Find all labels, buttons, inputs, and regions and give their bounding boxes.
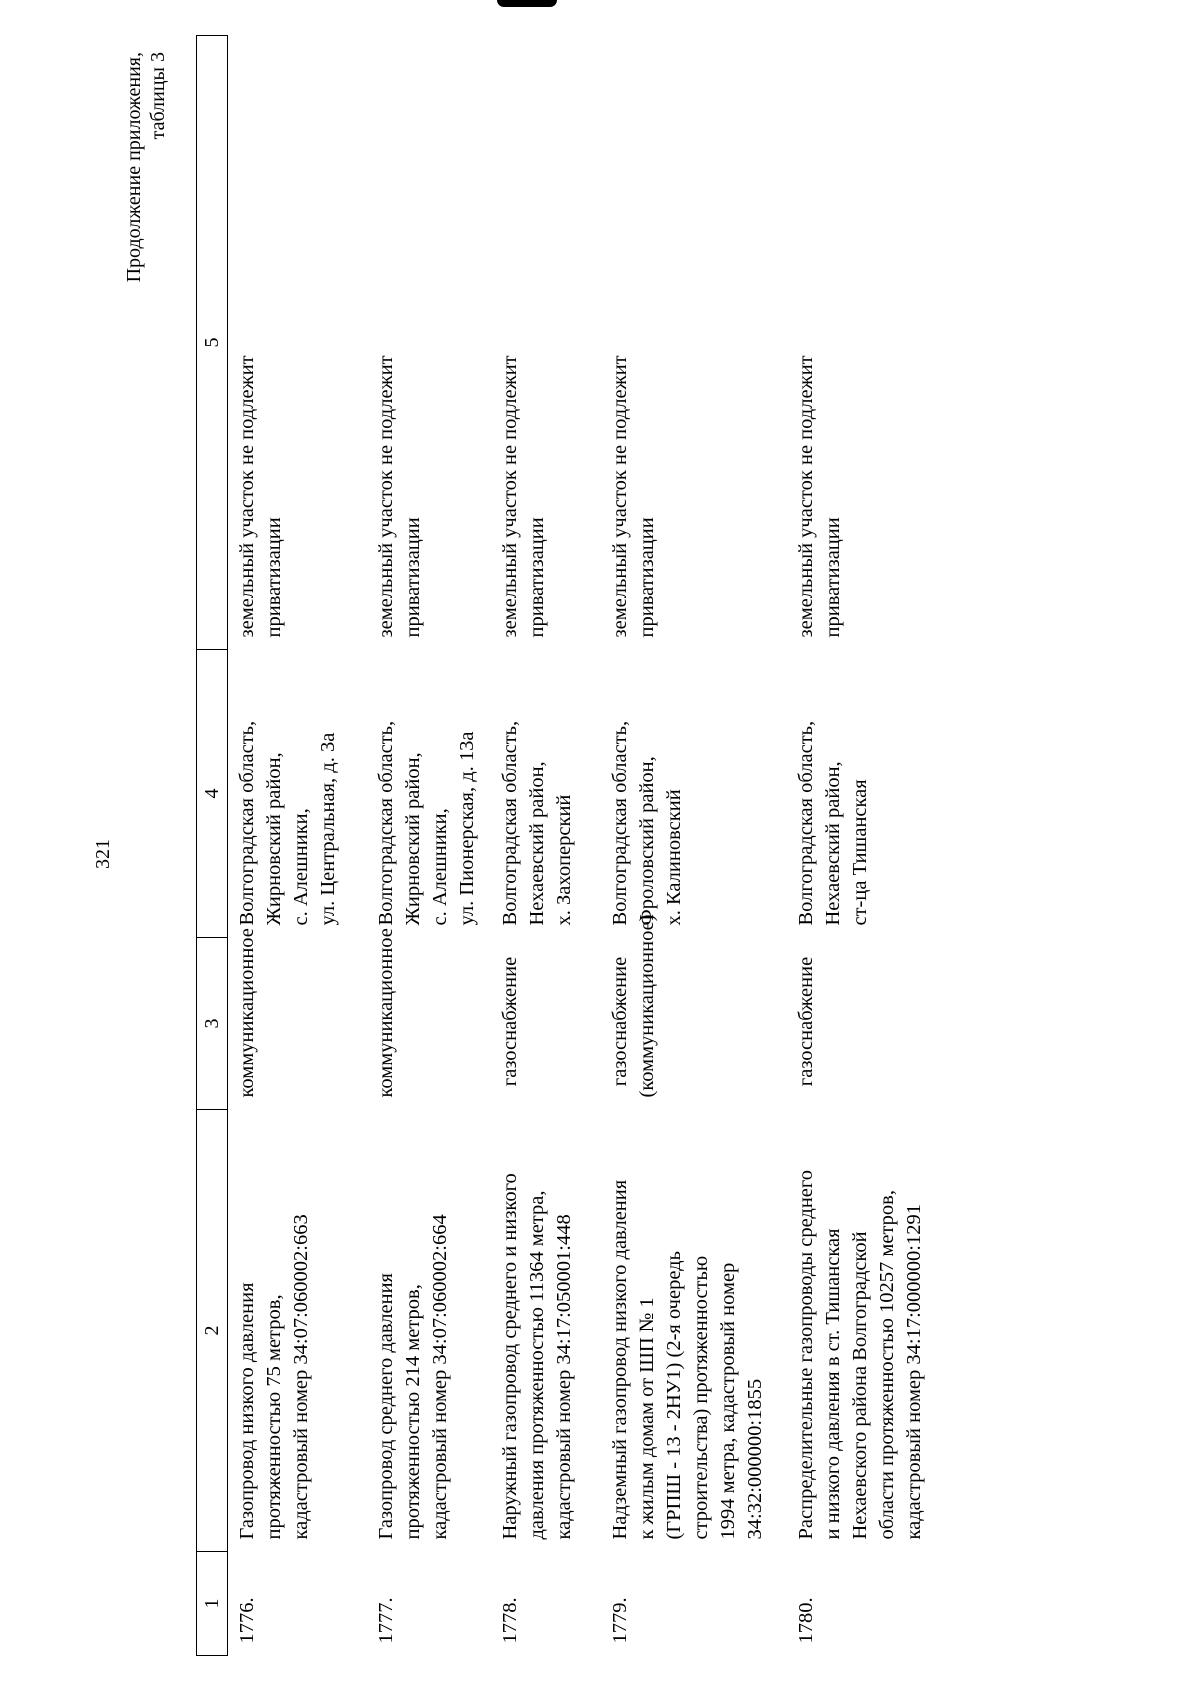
text-line: кадастровый номер 34:17:000000:1291	[902, 1204, 925, 1540]
table-row	[228, 36, 367, 1656]
text-line: Нехаевский район,	[525, 761, 548, 926]
text-line: Надземный газопровод низкого давления	[608, 1179, 631, 1540]
text-line: Волгоградская область,	[498, 720, 521, 926]
text-line: Газопровод низкого давления	[236, 1282, 258, 1540]
text-line: кадастровый номер 34:07:060002:664	[428, 1214, 451, 1540]
header-row	[197, 36, 228, 1656]
text-line: ул. Пионерская, д. 13а	[455, 731, 478, 926]
purpose	[228, 928, 367, 1110]
text-line: с. Алешники,	[290, 808, 312, 926]
text-line: земельный участок не подлежит	[498, 355, 521, 638]
row-number: 1779.	[608, 1597, 631, 1644]
table-row	[601, 36, 787, 1656]
text-line: ст-ца Тишанская	[848, 779, 871, 926]
row-number: 1780.	[794, 1597, 817, 1644]
text-line: коммуникационное	[236, 928, 258, 1098]
text-line: коммуникационное	[374, 928, 397, 1098]
text-line: приватизации	[525, 517, 548, 638]
text-line: давления протяженностью 11364 метра,	[525, 1190, 548, 1540]
text-line: кадастровый номер 34:07:060002:663	[290, 1214, 312, 1540]
text-line: Жирновский район,	[263, 752, 285, 926]
text-line: 34:32:000000:1855	[743, 1378, 766, 1540]
text-line: Наружный газопровод среднего и низкого	[498, 1173, 521, 1540]
text-line: кадастровый номер 34:17:050001:448	[552, 1214, 575, 1540]
text-line: Волгоградская область,	[236, 720, 258, 926]
text-line: Нехаевского района Волгоградской	[848, 1231, 871, 1540]
column-header: 3	[197, 938, 228, 1110]
continuation-line: Продолжение приложения,	[123, 52, 145, 283]
text-line: (ГРПШ - 13 - 2НУ1) (2-я очередь	[662, 1251, 685, 1540]
text-line: области протяженностью 10257 метров,	[875, 1190, 898, 1540]
continuation-note	[122, 52, 170, 312]
purpose	[491, 938, 601, 1110]
text-line: газоснабжение	[498, 956, 521, 1087]
note	[601, 36, 787, 650]
text-line: приватизации	[635, 517, 658, 638]
note	[228, 36, 367, 650]
property-table	[196, 35, 938, 1656]
text-line: Распределительные газопроводы среднего	[794, 1169, 817, 1540]
text-line: Волгоградская область,	[608, 720, 631, 926]
text-line: 1994 метра, кадастровый номер	[716, 1262, 739, 1540]
note	[367, 36, 491, 650]
text-line: газоснабжение	[794, 956, 817, 1087]
page-number: 321	[92, 839, 114, 869]
text-line: к жилым домам от ШП № 1	[635, 1297, 658, 1540]
table-row	[491, 36, 601, 1656]
text-line: приватизации	[401, 517, 424, 638]
text-line: Нехаевский район,	[821, 761, 844, 926]
text-line: х. Захоперский	[552, 794, 575, 926]
address	[367, 650, 491, 938]
purpose	[787, 938, 938, 1110]
text-line: приватизации	[263, 517, 285, 638]
text-line: газоснабжение	[608, 956, 631, 1087]
text-line: земельный участок не подлежит	[794, 355, 817, 638]
text-line: земельный участок не подлежит	[236, 355, 258, 638]
note	[491, 36, 601, 650]
address	[787, 650, 938, 938]
object-description	[228, 1110, 367, 1552]
text-line: Фроловский район,	[635, 756, 658, 926]
text-line: Жирновский район,	[401, 752, 424, 926]
row-number: 1776.	[236, 1597, 258, 1644]
object-description	[367, 1110, 491, 1552]
object-description	[491, 1110, 601, 1552]
text-line: Волгоградская область,	[794, 720, 817, 926]
text-line: и низкого давления в ст. Тишанская	[821, 1228, 844, 1540]
text-line: земельный участок не подлежит	[374, 355, 397, 638]
text-line: земельный участок не подлежит	[608, 355, 631, 638]
text-line: (коммуникационное)	[635, 914, 658, 1098]
text-line: протяженностью 75 метров,	[263, 1294, 285, 1540]
object-description	[787, 1110, 938, 1552]
table-row	[787, 36, 938, 1656]
purpose	[601, 914, 787, 1110]
address	[228, 650, 367, 938]
purpose	[367, 928, 491, 1110]
note	[787, 36, 938, 650]
text-line: Газопровод среднего давления	[374, 1273, 397, 1540]
text-line: строительства) протяженностью	[689, 1255, 712, 1540]
text-line: протяженностью 214 метров,	[401, 1284, 424, 1540]
text-line: с. Алешники,	[428, 808, 451, 926]
row-number: 1777.	[374, 1597, 397, 1644]
text-line: Волгоградская область,	[374, 720, 397, 926]
object-description	[601, 1110, 787, 1552]
text-line: приватизации	[821, 517, 844, 638]
row-number: 1778.	[498, 1597, 521, 1644]
text-line: х. Калиновский	[662, 789, 685, 926]
column-header: 2	[197, 1110, 228, 1552]
address	[491, 650, 601, 938]
column-header: 5	[197, 36, 228, 650]
address	[601, 650, 787, 938]
table-row	[367, 36, 491, 1656]
continuation-line: таблицы 3	[147, 52, 169, 140]
column-header: 4	[197, 650, 228, 938]
column-header: 1	[197, 1552, 228, 1656]
text-line: ул. Центральная, д. 3а	[317, 732, 339, 926]
